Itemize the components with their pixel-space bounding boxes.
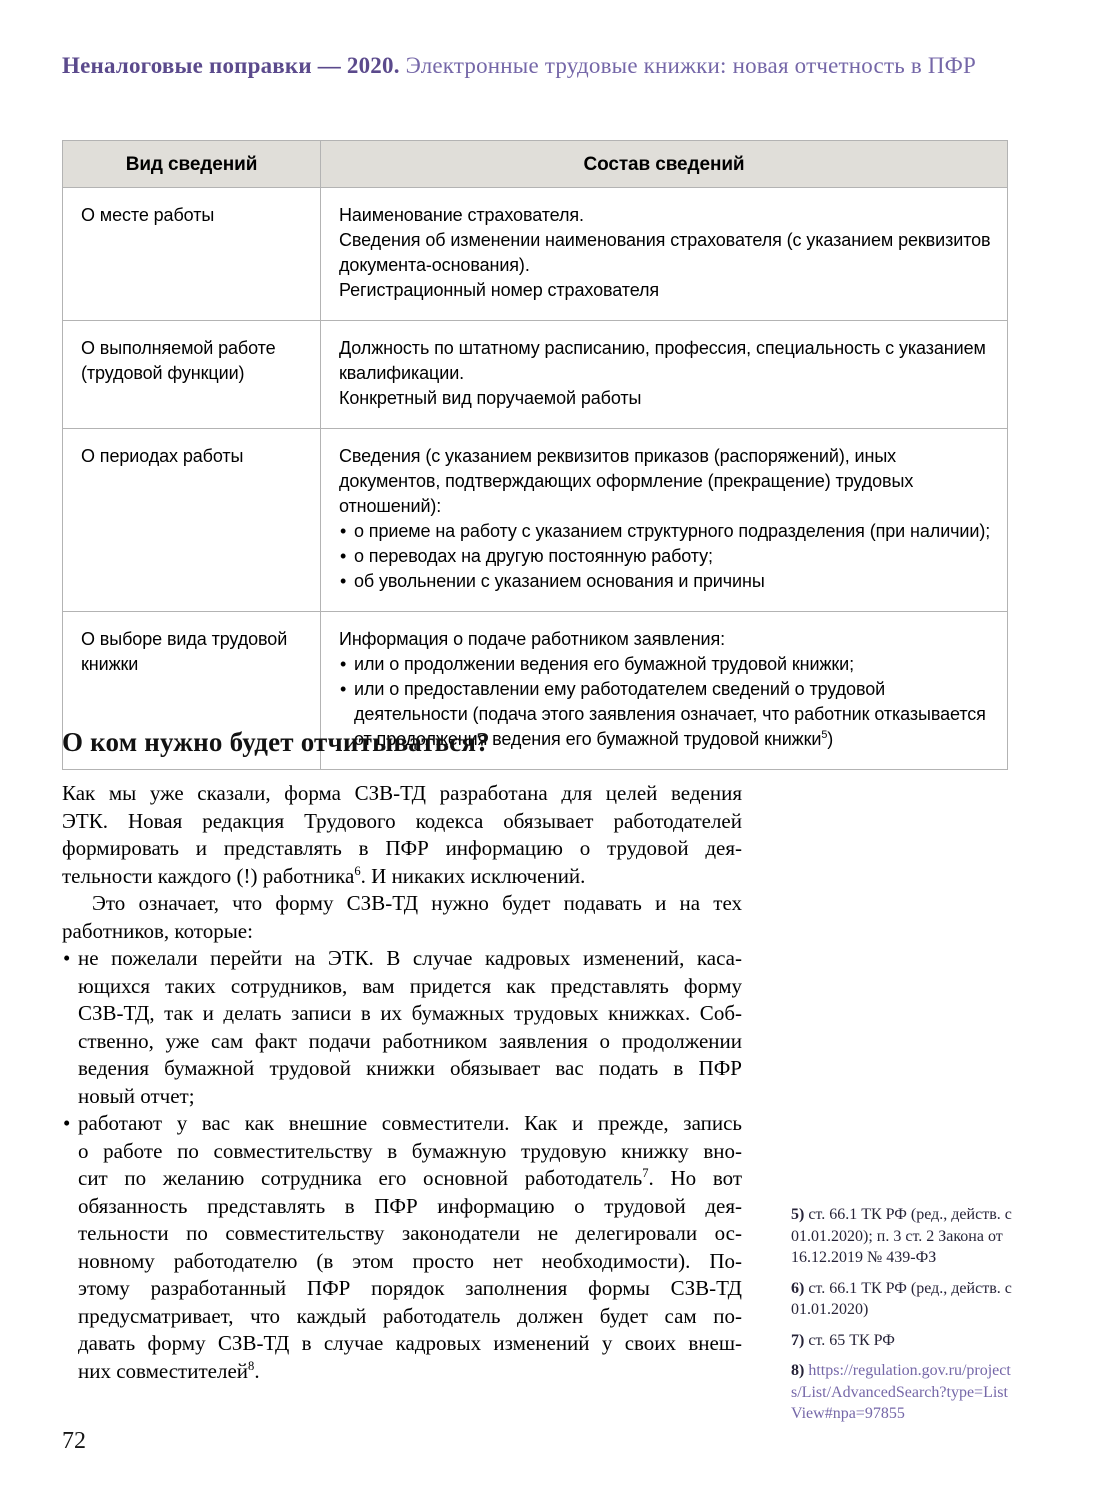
text-line: Как мы уже сказали, форма СЗВ-ТД разработана для целей ведения [62,781,742,805]
text-line: новному работодателю (в этом просто нет необходимости). По- [78,1248,742,1273]
footnotes [791,1204,1013,1434]
table-cell-line: • о приеме на работу с указанием структурного подразделения (при наличии); [339,519,992,544]
text-line: не пожелали перейти на ЭТК. В случае кадровых изменений, каса- [78,946,742,970]
table-cell-line: • или о продолжении ведения его бумажной трудовой книжки; [339,652,992,677]
info-table-wrap [62,140,1008,770]
table-cell-kind: О месте работы [63,188,321,321]
table-cell-line: • об увольнении с указанием основания и причины [339,569,992,594]
text-line: новый отчет; [78,1083,195,1108]
text-line: сит по желанию сотрудника его основной работодатель$^7$. Но вот [78,1166,742,1190]
table-cell-line: Сведения об изменении наименования страхователя (с указанием реквизитов документа-основания). [339,230,991,275]
table-row [63,429,1008,612]
table-cell-kind: О выборе вида трудовой книжки [63,612,321,770]
table-cell-content [321,321,1008,429]
table-cell-kind: О периодах работы [63,429,321,612]
info-table [62,140,1008,770]
table-cell-line: Должность по штатному расписанию, профессия, специальность с указанием квалификации. [339,338,986,383]
footnote [791,1330,1013,1352]
bullet-icon: • [340,546,347,566]
table-body [63,188,1008,770]
main-section [62,726,742,1385]
footnote [791,1204,1013,1269]
paragraph [62,890,742,945]
table-col-header-content: Состав сведений [321,141,1008,188]
paragraph [62,780,742,890]
text-line: работают у вас как внешние совместители. Как и прежде, запись [78,1111,742,1135]
text-line: обязанность представлять в ПФР информацию о трудовой дея- [78,1193,742,1218]
bullet-icon: • [340,571,347,591]
text-line: тельности по совместительству законодатели не делегировали ос- [78,1221,742,1245]
footnote-number: 8) [791,1362,805,1379]
text-line: них совместителей$^8$. [78,1358,260,1383]
text-line: ственно, уже сам факт подачи работником заявления о продолжении [78,1028,742,1053]
footnote-text: ст. 66.1 ТК РФ (ред., действ. с 01.01.2020) [791,1279,1012,1318]
text-line: ющихся таких сотрудников, вам придется как представлять форму [78,973,742,998]
footnote-text: ст. 66.1 ТК РФ (ред., действ. с 01.01.2020); п. 3 ст. 2 Закона от 16.12.2019 № 439-ФЗ [791,1206,1012,1266]
bullet-icon: • [340,679,347,699]
text-line: предусматривает, что каждый работодатель должен будет сам по- [78,1303,742,1328]
table-col-header-kind: Вид сведений [63,141,321,188]
table-cell-line: Сведения (с указанием реквизитов приказов (распоряжений), иных документов, подтверждающих оформление (прекращение) трудовых отношений): [339,446,914,516]
bullet-icon: • [340,521,347,541]
section-heading: О ком нужно будет отчитываться? [62,727,490,757]
body-paragraphs [62,780,742,1385]
text-line: ведения бумажной трудовой книжки обязывает вас подать в ПФР [78,1056,742,1080]
page-number: 72 [62,1428,86,1454]
text-line: ЭТК. Новая редакция Трудового кодекса обязывает работодателей [62,808,742,833]
table-cell-content [321,429,1008,612]
table-cell-line: Информация о подаче работником заявления: [339,629,726,649]
paragraph [62,1110,742,1385]
table-cell-line: Конкретный вид поручаемой работы [339,388,642,408]
footnote-text: ст. 65 ТК РФ [808,1331,895,1349]
table-row [63,321,1008,429]
bullet-icon: • [63,946,71,970]
footnote-number: 5) [791,1206,805,1223]
running-head-title: Неналоговые поправки — 2020. [62,53,400,78]
table-row [63,188,1008,321]
footnote [791,1278,1013,1321]
text-line: работников, которые: [62,918,253,943]
text-line: о работе по совместительству в бумажную трудовую книжку вно- [78,1138,742,1163]
text-line: Это означает, что форму СЗВ-ТД нужно будет подавать и на тех [92,891,742,915]
text-line: давать форму СЗВ-ТД в случае кадровых изменений у своих внеш- [78,1331,742,1355]
footnote-number: 7) [791,1331,805,1349]
table-cell-line: Регистрационный номер страхователя [339,280,660,300]
table-cell-kind: О выполняемой работе (трудовой функции) [63,321,321,429]
table-cell-content [321,188,1008,321]
paragraph [62,945,742,1110]
table-head [63,141,1008,188]
footnote-number: 6) [791,1279,805,1297]
table-cell-line: Наименование страхователя. [339,205,584,225]
running-head [62,52,1042,80]
footnote-link[interactable]: https://regulation.gov.ru/projects/List/AdvancedSearch?type=ListView#npa=97855 [791,1362,1011,1422]
table-cell-line: • о переводах на другую постоянную работу; [339,544,992,569]
bullet-icon: • [340,654,347,674]
bullet-icon: • [63,1111,71,1135]
footnote [791,1360,1013,1425]
text-line: СЗВ-ТД, так и делать записи в их бумажных трудовых книжках. Соб- [78,1001,742,1025]
running-head-subtitle: Электронные трудовые книжки: новая отчетность в ПФР [405,53,977,78]
table-cell-line: • или о предоставлении ему работодателем сведений о трудовой деятельности (подача этого заявления означает, что работник отказывается от продолжения ведения его бумажной трудовой книжки$^5$) [340,679,986,749]
text-line: этому разработанный ПФР порядок заполнения формы СЗВ-ТД [78,1276,742,1300]
table-header-row [63,141,1008,188]
text-line: тельности каждого (!) работника$^6$. И никаких исключений. [62,863,586,888]
text-line: формировать и представлять в ПФР информацию о трудовой дея- [62,836,742,860]
